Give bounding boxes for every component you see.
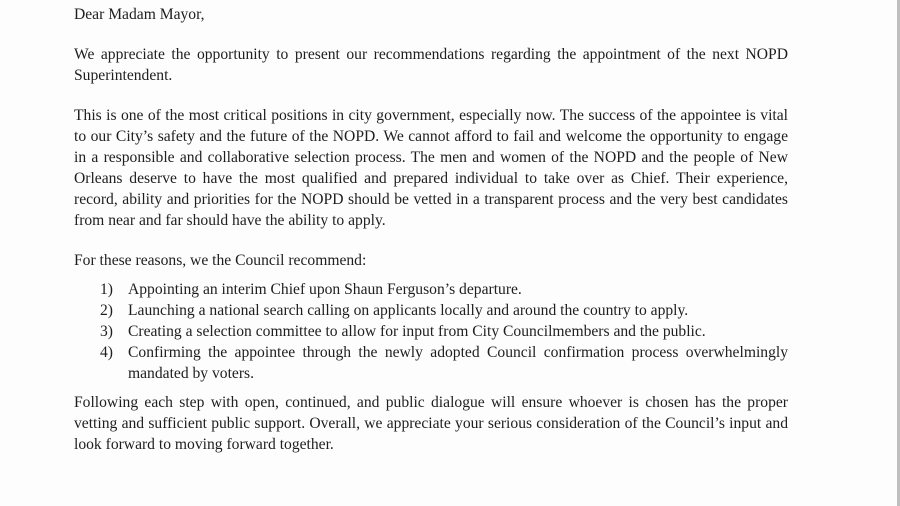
paragraph-critical-position: This is one of the most critical positions in city government, especially now. The success of the appointee is vital to our City’s safety and the future of the NOPD. We cannot afford to fail and welcome the opportunity to engage in a responsible and collaborative selection process. The men and women of the NOPD and the people of New Orleans deserve to have the most qualified and prepared individual to take over as Chief. Their experience, record, ability and priorities for the NOPD should be vetted in a transparent process and the very best candidates from near and far should have the ability to apply. (74, 107, 788, 229)
list-item-number: 4) (100, 344, 113, 361)
list-item (100, 279, 788, 300)
list-item (100, 321, 788, 342)
recommendations-intro: For these reasons, we the Council recommend: (74, 252, 367, 269)
paragraph-opening: We appreciate the opportunity to present our recommendations regarding the appointment of the next NOPD Superintendent. (74, 46, 788, 84)
salutation: Dear Madam Mayor, (74, 6, 205, 23)
recommendations-list (74, 279, 788, 384)
list-item-text: Appointing an interim Chief upon Shaun Ferguson’s departure. (128, 281, 522, 298)
list-item-number: 2) (100, 302, 113, 319)
list-item-text: Launching a national search calling on applicants locally and around the country to apply. (128, 302, 689, 319)
list-item (100, 300, 788, 321)
paragraph-closing: Following each step with open, continued, and public dialogue will ensure whoever is chosen has the proper vetting and sufficient public support. Overall, we appreciate your serious consideration of the Council’s input and look forward to moving forward together. (74, 394, 788, 453)
list-item-text: Creating a selection committee to allow for input from City Councilmembers and the public. (128, 323, 706, 340)
list-item (100, 342, 788, 384)
letter-body (74, 4, 788, 455)
list-item-number: 1) (100, 281, 113, 298)
list-item-text: Confirming the appointee through the newly adopted Council confirmation process overwhelmingly mandated by voters. (128, 344, 788, 382)
list-item-number: 3) (100, 323, 113, 340)
